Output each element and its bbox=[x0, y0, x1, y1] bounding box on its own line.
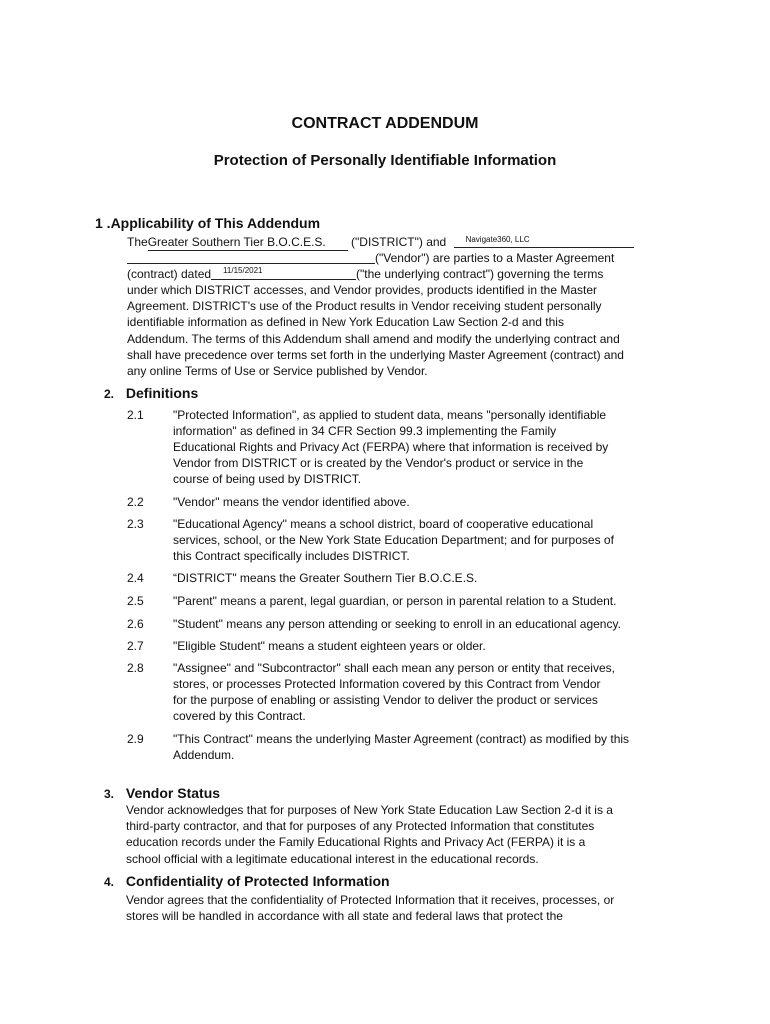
vendor-name-field bbox=[454, 235, 634, 248]
definition-line: “DISTRICT" means the Greater Southern Tier B.O.C.E.S. bbox=[173, 571, 478, 585]
definition-line: "Student" means any person attending or seeking to enroll in an educational agency. bbox=[173, 617, 621, 631]
definition-number: 2.4 bbox=[127, 571, 144, 585]
definition-line: "Vendor" means the vendor identified above. bbox=[173, 495, 410, 509]
definition-line: for the purpose of enabling or assisting Vendor to deliver the product or services bbox=[173, 693, 598, 707]
section-4-heading bbox=[104, 873, 390, 889]
dated-label: (contract) dated bbox=[127, 267, 212, 281]
section-1-heading: 1 .Applicability of This Addendum bbox=[95, 215, 321, 231]
section-1-line-2 bbox=[127, 250, 687, 266]
definition-line: Educational Rights and Privacy Act (FERPA) where that information is received by bbox=[173, 440, 609, 454]
definition-line: "Parent" means a parent, legal guardian, or person in parental relation to a Student. bbox=[173, 594, 617, 608]
definition-line: information" as defined in 34 CFR Section 99.3 implementing the Family bbox=[173, 424, 557, 438]
definition-text bbox=[173, 494, 685, 510]
the-word: The bbox=[127, 235, 148, 249]
definition-number: 2.9 bbox=[127, 732, 144, 746]
definition-line: covered by this Contract. bbox=[173, 709, 306, 723]
definition-line: stores, or processes Protected Information covered by this Contract from Vendor bbox=[173, 677, 601, 691]
section-1-body-line: Agreement. DISTRICT's use of the Product results in Vendor receiving student personally bbox=[127, 299, 602, 314]
definition-line: "Educational Agency" means a school district, board of cooperative educational bbox=[173, 517, 594, 531]
section-2-title: Definitions bbox=[125, 385, 199, 401]
definition-line: Addendum. bbox=[173, 748, 235, 762]
definition-number: 2.7 bbox=[127, 639, 144, 653]
vendor-name-value: Navigate360, LLC bbox=[465, 235, 530, 244]
section-1-body-line: identifiable information as defined in New York Education Law Section 2-d and this bbox=[127, 315, 564, 330]
definition-line: services, school, or the New York State Education Department; and for purposes of bbox=[173, 533, 614, 547]
definition-line: this Contract specifically includes DISTRICT. bbox=[173, 549, 410, 563]
section-3-body bbox=[126, 802, 696, 867]
contract-date-field bbox=[211, 266, 356, 280]
section-3-line: third-party contractor, and that for purposes of any Protected Information that constitutes bbox=[126, 819, 595, 834]
definition-text bbox=[173, 516, 685, 564]
definition-number: 2.6 bbox=[127, 617, 144, 631]
section-3-line: education records under the Family Educational Rights and Privacy Act (FERPA) it is a bbox=[126, 835, 586, 850]
vendor-name-line-extension bbox=[127, 250, 375, 264]
contract-date-value: 11/15/2021 bbox=[223, 266, 263, 275]
definition-text bbox=[173, 660, 685, 724]
definition-text bbox=[173, 570, 685, 586]
document-title: CONTRACT ADDENDUM bbox=[291, 115, 479, 132]
definition-line: Vendor from DISTRICT or is created by the Vendor's product or service in the bbox=[173, 456, 584, 470]
definition-line: "This Contract" means the underlying Master Agreement (contract) as modified by this bbox=[173, 732, 630, 746]
section-1-line-1 bbox=[127, 234, 687, 251]
section-1-body bbox=[127, 282, 687, 379]
section-4-line: stores will be handled in accordance with all state and federal laws that protect the bbox=[126, 909, 563, 924]
district-name-value: Greater Southern Tier B.O.C.E.S. bbox=[147, 235, 326, 249]
definition-line: course of being used by DISTRICT. bbox=[173, 472, 362, 486]
section-3-heading bbox=[104, 785, 220, 801]
section-3-line: school official with a legitimate educational interest in the educational records. bbox=[126, 851, 539, 866]
definition-number: 2.3 bbox=[127, 517, 144, 531]
definition-line: "Eligible Student" means a student eighteen years or older. bbox=[173, 639, 486, 653]
section-3-number: 3. bbox=[104, 787, 115, 801]
definition-text bbox=[173, 616, 685, 632]
definition-text bbox=[173, 593, 685, 609]
section-4-number: 4. bbox=[104, 875, 115, 889]
section-4-title: Confidentiality of Protected Information bbox=[125, 873, 390, 889]
district-name-field bbox=[148, 234, 348, 251]
section-2-heading bbox=[104, 385, 198, 401]
definition-number: 2.1 bbox=[127, 408, 144, 422]
after-date-text: ("the underlying contract") governing the terms bbox=[356, 267, 604, 281]
section-2-number: 2. bbox=[104, 387, 115, 401]
vendor-tail-text: ("Vendor") are parties to a Master Agreement bbox=[375, 251, 615, 265]
section-1-body-line: Addendum. The terms of this Addendum shall amend and modify the underlying contract and bbox=[127, 331, 620, 346]
section-3-line: Vendor acknowledges that for purposes of New York State Education Law Section 2-d it is a bbox=[126, 803, 613, 817]
definition-text bbox=[173, 638, 685, 654]
section-1-line-3 bbox=[127, 266, 687, 282]
section-1-body-line: under which DISTRICT accesses, and Vendor provides, products identified in the Master bbox=[127, 283, 598, 297]
definition-text bbox=[173, 407, 685, 487]
after-district-text: ("DISTRICT") and bbox=[347, 235, 447, 249]
section-1-body-line: shall have precedence over terms set forth in the underlying Master Agreement (contract) and bbox=[127, 347, 624, 362]
section-3-title: Vendor Status bbox=[125, 785, 221, 801]
definition-number: 2.8 bbox=[127, 661, 144, 675]
definition-number: 2.2 bbox=[127, 495, 144, 509]
document-subtitle: Protection of Personally Identifiable Information bbox=[213, 152, 557, 169]
definition-line: "Protected Information", as applied to student data, means "personally identifiable bbox=[173, 408, 607, 422]
definition-line: "Assignee" and "Subcontractor" shall each mean any person or entity that receives, bbox=[173, 661, 615, 675]
section-4-line: Vendor agrees that the confidentiality of Protected Information that it receives, processes, or bbox=[126, 893, 615, 907]
section-4-body bbox=[126, 892, 696, 924]
definition-number: 2.5 bbox=[127, 594, 144, 608]
definition-text bbox=[173, 731, 685, 763]
section-1-body-line: any online Terms of Use or Service published by Vendor. bbox=[127, 364, 428, 379]
